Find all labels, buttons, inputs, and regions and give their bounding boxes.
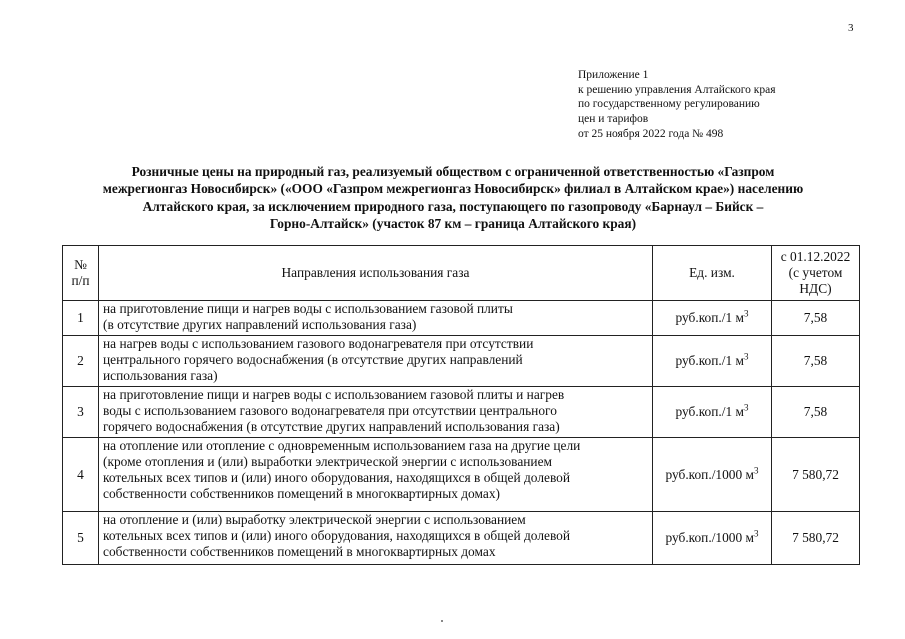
appendix-line: цен и тарифов bbox=[578, 113, 649, 126]
description-line: собственности собственников помещений в многоквартирных домах bbox=[103, 543, 496, 559]
header-number bbox=[63, 246, 99, 301]
page-number: 3 bbox=[848, 22, 854, 34]
header-price-line: (с учетом bbox=[788, 265, 843, 281]
unit-exponent: 3 bbox=[743, 402, 749, 413]
row-description bbox=[99, 301, 653, 336]
description-line: на приготовление пищи и нагрев воды с использованием газовой плиты и нагрев bbox=[103, 387, 565, 402]
unit-exponent: 3 bbox=[754, 528, 759, 539]
header-price-line: НДС) bbox=[799, 280, 832, 296]
description-line: центрального горячего водоснабжения (в отсутствие других направлений bbox=[103, 351, 523, 367]
header-number-line: № bbox=[74, 257, 87, 273]
table-row bbox=[63, 512, 860, 565]
description-line: котельных всех типов и (или) иного оборудования, находящихся в общей долевой bbox=[103, 527, 571, 543]
unit-text: руб.коп./1 м bbox=[675, 310, 744, 326]
appendix-line: Приложение 1 bbox=[578, 69, 649, 81]
row-unit bbox=[653, 438, 772, 512]
description-line: на отопление или отопление с одновременным использованием газа на другие цели bbox=[103, 438, 581, 453]
unit-text: руб.коп./1 м bbox=[675, 404, 744, 420]
table-row bbox=[63, 438, 860, 512]
row-description bbox=[99, 438, 653, 512]
table-row bbox=[63, 301, 860, 336]
row-unit bbox=[653, 512, 772, 565]
header-direction: Направления использования газа bbox=[99, 246, 653, 301]
description-line: на отопление и (или) выработку электрической энергии с использованием bbox=[103, 512, 526, 527]
title-line: Алтайского края, за исключением природного газа, поступающего по газопроводу «Барнаул – Бийск – bbox=[142, 198, 764, 214]
row-price: 7,58 bbox=[772, 301, 860, 336]
header-price bbox=[772, 246, 860, 301]
row-description bbox=[99, 387, 653, 438]
title-line: межрегионгаз Новосибирск» («ООО «Газпром межрегионгаз Новосибирск» филиал в Алтайском крае») населению bbox=[102, 181, 804, 197]
appendix-line: к решению управления Алтайского края bbox=[578, 83, 776, 96]
header-price-line: с 01.12.2022 bbox=[780, 249, 851, 265]
row-number: 2 bbox=[63, 336, 99, 387]
description-line: воды с использованием газового водонагревателя при отсутствии центрального bbox=[103, 402, 557, 418]
row-price: 7,58 bbox=[772, 336, 860, 387]
unit-text: руб.коп./1 м bbox=[675, 353, 744, 369]
row-unit bbox=[653, 301, 772, 336]
unit-text: руб.коп./1000 м bbox=[665, 530, 755, 546]
header-unit: Ед. изм. bbox=[653, 246, 772, 301]
scan-speck bbox=[441, 620, 443, 622]
row-number: 3 bbox=[63, 387, 99, 438]
title-line: Розничные цены на природный газ, реализуемый обществом с ограниченной ответственностью «Газпром bbox=[131, 164, 775, 179]
description-line: котельных всех типов и (или) иного оборудования, находящихся в общей долевой bbox=[103, 469, 571, 485]
unit-text: руб.коп./1000 м bbox=[665, 466, 755, 482]
row-price: 7 580,72 bbox=[772, 512, 860, 565]
unit-exponent: 3 bbox=[743, 351, 749, 362]
description-line: (кроме отопления и (или) выработки электрической энергии с использованием bbox=[103, 453, 553, 469]
document-title bbox=[60, 163, 846, 233]
description-line: использования газа) bbox=[103, 367, 218, 383]
row-number: 4 bbox=[63, 438, 99, 512]
row-description bbox=[99, 512, 653, 565]
row-number: 5 bbox=[63, 512, 99, 565]
appendix-reference bbox=[578, 68, 776, 142]
header-number-line: п/п bbox=[71, 273, 90, 288]
description-line: (в отсутствие других направлений использования газа) bbox=[103, 316, 417, 332]
unit-exponent: 3 bbox=[743, 308, 749, 319]
row-description bbox=[99, 336, 653, 387]
appendix-line: по государственному регулированию bbox=[578, 98, 760, 111]
table-row bbox=[63, 387, 860, 438]
table-header-row bbox=[63, 246, 860, 301]
row-number: 1 bbox=[63, 301, 99, 336]
row-unit bbox=[653, 387, 772, 438]
unit-exponent: 3 bbox=[754, 465, 759, 476]
row-price: 7 580,72 bbox=[772, 438, 860, 512]
price-table bbox=[62, 245, 860, 565]
row-unit bbox=[653, 336, 772, 387]
appendix-line: от 25 ноября 2022 года № 498 bbox=[578, 127, 724, 140]
row-price: 7,58 bbox=[772, 387, 860, 438]
title-line: Горно-Алтайск» (участок 87 км – граница Алтайского края) bbox=[269, 216, 637, 232]
description-line: на приготовление пищи и нагрев воды с использованием газовой плиты bbox=[103, 301, 513, 316]
description-line: собственности собственников помещений в многоквартирных домах) bbox=[103, 485, 500, 501]
table-row bbox=[63, 336, 860, 387]
description-line: на нагрев воды с использованием газового водонагревателя при отсутствии bbox=[103, 336, 534, 351]
description-line: горячего водоснабжения (в отсутствие других направлений использования газа) bbox=[103, 418, 560, 434]
